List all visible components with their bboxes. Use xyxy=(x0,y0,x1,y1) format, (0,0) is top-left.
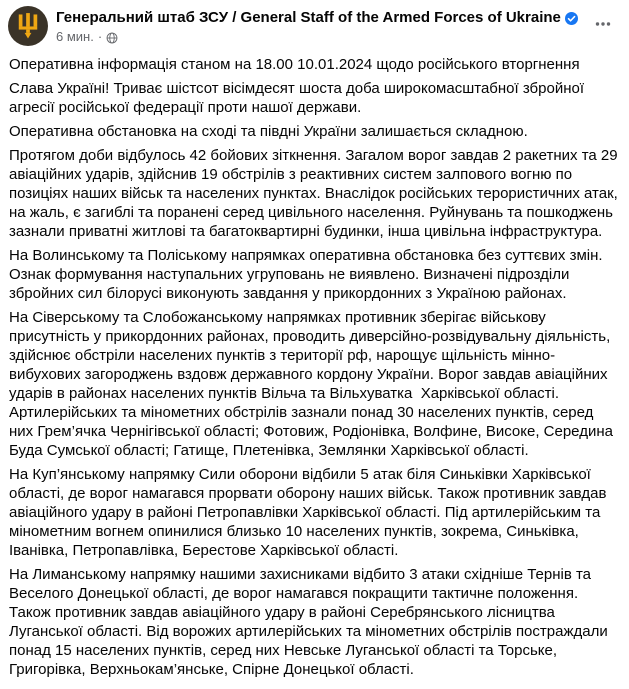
header-info xyxy=(56,6,578,45)
post-paragraph: Слава Україні! Триває шістсот вісімдесят шоста доба широкомасштабної збройної агресії російської федерації проти нашої держави. xyxy=(9,80,589,116)
post-paragraph: Протягом доби відбулось 42 бойових зіткнення. Загалом ворог завдав 2 ракетних та 29 авіаційних ударів, здійснив 19 обстрілів з реактивних систем залпового вогню по позиціях наших військ та населених пунктах. Внаслідок російських терористичних атак, на жаль, є загиблі та поранені серед цивільного населення. Руйнувань та пошкоджень зазнали приватні житлові та багатоквартирні будинки, інша цивільна інфраструктура. xyxy=(9,147,622,240)
ellipsis-icon xyxy=(593,14,613,34)
post-paragraph: На Лиманському напрямку нашими захисниками відбито 3 атаки східніше Тернів та Веселого Донецької області, де ворог намагався покращити тактичне положення. Також противник завдав авіаційного удару в районі Серебрянського лісництва Луганської області. Від ворожих артилерійських та мінометних обстрілів постраждали понад 15 населених пунктів, серед них Невське Луганської області та Торське, Григорівка, Верхньокам’янське, Спірне Донецької області. xyxy=(9,566,612,678)
post-meta-row xyxy=(56,29,578,45)
post-paragraph: На Сіверському та Слобожанському напрямках противник зберігає військову присутність у прикордонних районах, проводить диверсійно-розвідувальну діяльність, здійснює обстріли населених пунктів з території рф, нарощує щільність мінно-вибухових загороджень вздовж державного кордону України. Ворог завдав авіаційних ударів в районах населених пунктів Вільча та Вільхуватка Харківської області. Артилерійських та мінометних обстрілів зазнали понад 30 населених пунктів, серед них Грем’ячка Чернігівської області; Фотовиж, Родіонівка, Волфине, Високе, Середина Буда Сумської області; Гатище, Плетенівка, Землянки Харківської області. xyxy=(9,309,618,459)
post-header xyxy=(0,0,629,46)
verified-badge-icon xyxy=(565,12,578,25)
trident-icon xyxy=(16,12,40,40)
more-options-button[interactable] xyxy=(587,8,619,40)
page-name[interactable]: Генеральний штаб ЗСУ / General Staff of the Armed Forces of Ukraine xyxy=(56,9,561,26)
post-body xyxy=(0,46,629,679)
post-paragraph: Оперативна обстановка на сході та півдні України залишається складною. xyxy=(9,123,528,140)
post-paragraph: На Куп’янському напрямку Сили оборони відбили 5 атак біля Синьківки Харківської області, де ворог намагався прорвати оборону наших військ. Також противник завдав авіаційного удару в районі Петропавлівки Харківської області. Під артилерійським та мінометним вогнем опинилися близько 10 населених пунктів, зокрема, Синьківка, Іванівка, Петропавлівка, Берестове Харківської області. xyxy=(9,466,611,559)
post-paragraph: Оперативна інформація станом на 18.00 10.01.2024 щодо російського вторгнення xyxy=(9,56,580,73)
meta-separator: · xyxy=(97,29,103,44)
globe-privacy-icon xyxy=(106,32,118,44)
post-paragraph: На Волинському та Поліському напрямках оперативна обстановка без суттєвих змін. Ознак формування наступальних угруповань не виявлено. Визначені підрозділи збройних сил білорусі виконують завдання у прикордонних з Україною районах. xyxy=(9,247,607,302)
page-avatar[interactable] xyxy=(8,6,48,46)
post-timestamp[interactable]: 6 мин. xyxy=(56,29,94,44)
page-name-row xyxy=(56,8,578,27)
